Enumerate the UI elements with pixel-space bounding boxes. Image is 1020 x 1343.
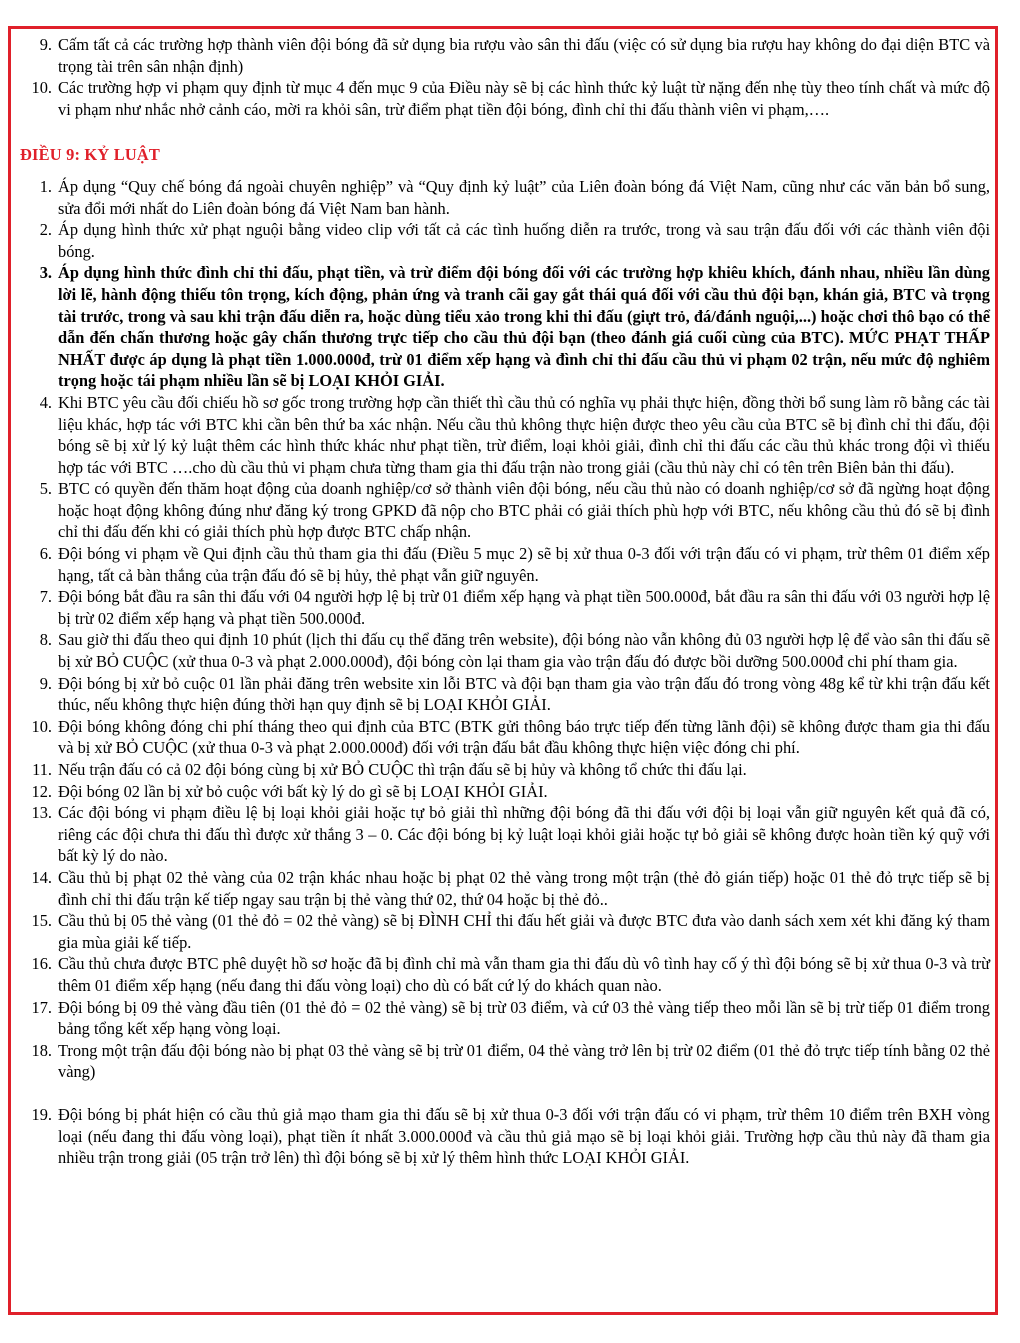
list-item (20, 77, 990, 120)
list-item-number: 10. (31, 716, 52, 736)
list-item-number: 1. (39, 176, 52, 196)
list-item (20, 262, 990, 392)
list-item-text: Trong một trận đấu đội bóng nào bị phạt 03 thẻ vàng sẽ bị trừ 01 điểm, 04 thẻ vàng trở lên bị trừ 02 điểm (01 thẻ đỏ trực tiếp tính bằng 02 thẻ vàng) (58, 1040, 990, 1082)
list-item-number: 3. (39, 263, 52, 283)
list-item (20, 34, 990, 77)
section-heading: ĐIỀU 9: KỶ LUẬT (20, 145, 161, 165)
list-item-text: Áp dụng hình thức xử phạt nguội bằng video clip với tất cả các tình huống diễn ra trước, trong và sau trận đấu đối với các thành viên đội bóng. (58, 220, 990, 261)
list-item-number: 4. (39, 392, 52, 412)
list-item (20, 1040, 990, 1083)
list-item (20, 997, 990, 1040)
list-item-number: 19. (31, 1104, 52, 1124)
list-item (20, 953, 990, 996)
list-item (20, 673, 990, 716)
list-item-number: 13. (31, 803, 52, 823)
list-item-text: Cầu thủ chưa được BTC phê duyệt hồ sơ hoặc đã bị đình chỉ mà vẫn tham gia thi đấu dù vô tình hay cố ý thì đội bóng sẽ bị xử thua 0-3 và trừ thêm 01 điểm xếp hạng (nếu đang thi đấu vòng loại) cho dù có bất cứ lý do khách quan nào. (58, 954, 990, 995)
continued-list (20, 34, 990, 120)
list-item-text: BTC có quyền đến thăm hoạt động của doanh nghiệp/cơ sở thành viên đội bóng, nếu cầu thủ nào có doanh nghiệp/cơ sở đã ngừng hoạt động hoặc hoạt động không đúng như đăng ký trong GPKD đã nộp cho BTC phải có giải thích phù hợp với BTC, nếu không cầu thủ đó sẽ bị đình chỉ thi đấu đến khi có giải thích phù hợp được BTC chấp nhận. (58, 479, 990, 542)
list-item-number: 18. (31, 1040, 52, 1060)
list-item (20, 781, 990, 803)
list-item-text: Cấm tất cả các trường hợp thành viên đội bóng đã sử dụng bia rượu vào sân thi đấu (việc có sử dụng bia rượu hay không do đại diện BTC và trọng tài trên sân nhận định) (58, 35, 990, 76)
list-item-text: Sau giờ thi đấu theo qui định 10 phút (lịch thi đấu cụ thể đăng trên website), đội bóng nào vẫn không đủ 03 người hợp lệ để vào sân thi đấu sẽ bị xử BỎ CUỘC (xử thua 0-3 và phạt 2.000.000đ), đội bóng còn lại tham gia vào trận đấu đó được bồi dưỡng 500.000đ chi phí tham gia. (58, 630, 990, 672)
list-item-number: 16. (31, 954, 52, 974)
list-item-number: 15. (31, 911, 52, 931)
list-item-text: Đội bóng vi phạm về Qui định cầu thủ tham gia thi đấu (Điều 5 mục 2) sẽ bị xử thua 0-3 đối với trận đấu có vi phạm, trừ thêm 01 điểm xếp hạng, tất cả bàn thắng của trận đấu đó sẽ bị hủy, thẻ phạt vẫn giữ nguyên. (58, 544, 990, 585)
list-item-number: 12. (31, 781, 52, 801)
list-item-number: 11. (32, 760, 52, 779)
list-item (20, 392, 990, 478)
list-item-text: Đội bóng bị 09 thẻ vàng đầu tiên (01 thẻ đỏ = 02 thẻ vàng) sẽ bị trừ 03 điểm, và cứ 03 thẻ vàng tiếp theo mỗi lần sẽ bị trừ tiếp 01 điểm trong bảng tổng kết xếp hạng vòng loại. (58, 997, 990, 1039)
list-item-text: Cầu thủ bị 05 thẻ vàng (01 thẻ đỏ = 02 thẻ vàng) sẽ bị ĐÌNH CHỈ thi đấu hết giải và được BTC đưa vào danh sách xem xét khi đăng ký tham gia mùa giải kế tiếp. (58, 911, 990, 952)
list-item (20, 543, 990, 586)
list-item-number: 9. (39, 35, 52, 54)
list-item (20, 910, 990, 953)
list-item-number: 10. (31, 78, 52, 98)
list-item-text: Cầu thủ bị phạt 02 thẻ vàng của 02 trận khác nhau hoặc bị phạt 02 thẻ vàng trong một trận (thẻ đỏ gián tiếp) hoặc 01 thẻ đỏ trực tiếp sẽ bị đình chỉ thi đấu trận kế tiếp ngay sau trận bị thẻ vàng thứ 02, thứ 04 hoặc bị thẻ đỏ.. (58, 867, 990, 909)
list-item-text: Nếu trận đấu có cả 02 đội bóng cùng bị xử BỎ CUỘC thì trận đấu sẽ bị hủy và không tổ chức thi đấu lại. (58, 760, 747, 779)
list-item (20, 716, 990, 759)
list-item-text: Các trường hợp vi phạm quy định từ mục 4 đến mục 9 của Điều này sẽ bị các hình thức kỷ luật từ nặng đến nhẹ tùy theo tính chất và mức độ vi phạm như nhắc nhở cảnh cáo, mời ra khỏi sân, trừ điểm phạt tiền đội bóng, đình chỉ thi đấu thành viên vi phạm,…. (58, 78, 990, 119)
list-item-number: 2. (39, 220, 52, 240)
list-item-number: 8. (39, 630, 52, 650)
list-item-text: Đội bóng 02 lần bị xử bỏ cuộc với bất kỳ lý do gì sẽ bị LOẠI KHỎI GIẢI. (58, 781, 548, 801)
discipline-list (20, 176, 990, 1169)
list-item-text: Đội bóng không đóng chi phí tháng theo qui định của BTC (BTK gửi thông báo trực tiếp đến từng lãnh đội) sẽ không được tham gia thi đấu và bị xử BỎ CUỘC (xử thua 0-3 và phạt 2.000.000đ) đối với trận đấu bắt đầu không thực hiện việc đóng chi phí. (58, 716, 990, 758)
list-item-number: 14. (31, 867, 52, 887)
list-item-text: Áp dụng hình thức đình chỉ thi đấu, phạt tiền, và trừ điểm đội bóng đối với các trường hợp khiêu khích, đánh nhau, nhiều lần dùng lời lẽ, hành động thiếu tôn trọng, kích động, phản ứng và tranh cãi gay gắt thái quá đối với cầu thủ đội bạn, khán giả, BTC và trọng tài trước, trong và sau khi trận đấu diễn ra, hoặc dùng tiểu xảo trong khi thi đấu (giựt trỏ, đá/đánh nguội,...) hoặc chơi thô bạo có thể dẫn đến chấn thương hoặc gây chấn thương trực tiếp cho cầu thủ đội bạn (theo đánh giá cuối cùng của BTC). MỨC PHẠT THẤP NHẤT được áp dụng là phạt tiền 1.000.000đ, trừ 01 điểm xếp hạng và đình chỉ thi đấu cầu thủ vi phạm 02 trận, nếu mức độ nghiêm trọng hoặc tái phạm nhiều lần sẽ bị LOẠI KHỎI GIẢI. (58, 263, 990, 391)
list-item-number: 9. (39, 673, 52, 693)
list-item (20, 629, 990, 672)
list-item-text: Áp dụng “Quy chế bóng đá ngoài chuyên nghiệp” và “Quy định kỷ luật” của Liên đoàn bóng đá Việt Nam, cũng như các văn bản bổ sung, sửa đổi mới nhất do Liên đoàn bóng đá Việt Nam ban hành. (58, 176, 990, 218)
list-item-text: Khi BTC yêu cầu đối chiếu hồ sơ gốc trong trường hợp cần thiết thì cầu thủ có nghĩa vụ phải thực hiện, đồng thời bổ sung làm rõ bằng các tài liệu khác, hợp tác với BTC khi cần bên thứ ba xác nhận. Nếu cầu thủ không thực hiện được theo yêu cầu của BTC sẽ bị đình chỉ thi đấu, đội bóng sẽ bị xử lý kỷ luật thêm các hình thức khác như phạt tiền, trừ điểm, loại khỏi giải, đình chỉ thi đấu các cầu thủ khác trong đội vì thiếu hợp tác với BTC ….cho dù cầu thủ vi phạm chưa từng tham gia thi đấu trận nào trong giải (cầu thủ này chỉ có tên trên Biên bản thi đấu). (58, 392, 990, 477)
list-item (20, 1104, 990, 1169)
list-item (20, 176, 990, 219)
list-item (20, 759, 990, 781)
list-item-number: 7. (39, 587, 52, 607)
list-item-text: Đội bóng bị phát hiện có cầu thủ giả mạo tham gia thi đấu sẽ bị xử thua 0-3 đối với trận đấu có vi phạm, trừ thêm 10 điểm trên BXH vòng loại (nếu đang thi đấu vòng loại), phạt tiền ít nhất 3.000.000đ và cầu thủ giả mạo sẽ bị loại khỏi giải. Trường hợp cầu thủ này đã tham gia nhiều trận trong giải (05 trận trở lên) thì đội bóng sẽ bị xử lý thêm hình thức LOẠI KHỎI GIẢI. (58, 1104, 990, 1168)
list-item (20, 867, 990, 910)
list-item (20, 586, 990, 629)
list-item-number: 6. (39, 544, 52, 564)
list-item (20, 802, 990, 867)
list-item-text: Các đội bóng vi phạm điều lệ bị loại khỏi giải hoặc tự bỏ giải thì những đội bóng đã thi đấu với đội bị loại vẫn giữ nguyên kết quả đã có, riêng các đội chưa thi đấu thì được xử thắng 3 – 0. Các đội bóng bị kỷ luật loại khỏi giải hoặc tự bỏ giải sẽ không được hoàn tiền ký quỹ với bất kỳ lý do nào. (58, 803, 990, 866)
list-item-number: 17. (31, 997, 52, 1017)
document-body (20, 34, 990, 1169)
list-item (20, 478, 990, 543)
list-item-text: Đội bóng bị xử bỏ cuộc 01 lần phải đăng trên website xin lỗi BTC và đội bạn tham gia vào trận đấu đó trong vòng 48g kể từ khi trận đấu kết thúc, nếu không thực hiện đúng thời hạn quy định sẽ bị LOẠI KHỎI GIẢI. (58, 673, 990, 715)
list-item (20, 219, 990, 262)
list-item-text: Đội bóng bắt đầu ra sân thi đấu với 04 người hợp lệ bị trừ 01 điểm xếp hạng và phạt tiền 500.000đ, bắt đầu ra sân thi đấu với 03 người hợp lệ bị trừ 02 điểm xếp hạng và phạt tiền 500.000đ. (58, 587, 990, 628)
list-item-number: 5. (39, 479, 52, 499)
